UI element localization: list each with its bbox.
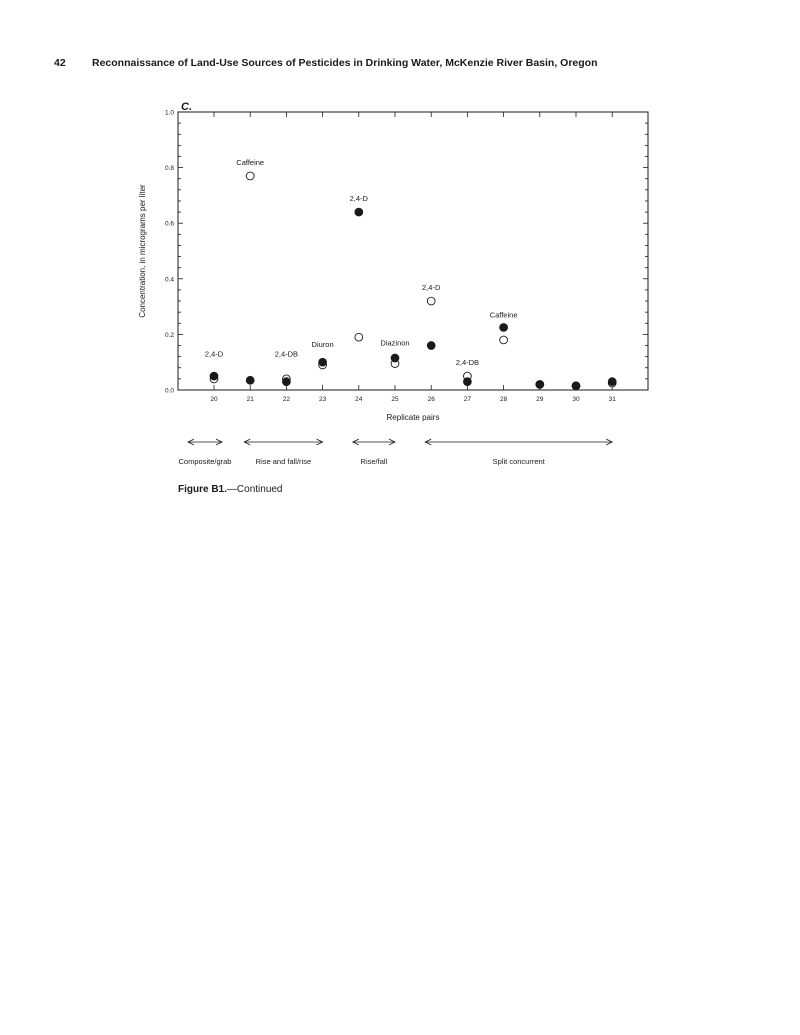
annotation-label: 2,4-D [349, 193, 368, 203]
y-axis-label: Concentration, in micrograms per liter [138, 184, 147, 318]
y-tick-label: 0.8 [164, 165, 174, 173]
group-label: Composite/grab [178, 457, 232, 466]
group-label: Split concurrent [492, 457, 545, 466]
page-number: 42 [54, 57, 66, 69]
plot-frame [178, 112, 648, 390]
filled-marker [608, 378, 616, 386]
running-title: Reconnaissance of Land-Use Sources of Pesticides in Drinking Water, McKenzie River Basin, Oregon [92, 57, 598, 69]
filled-marker [246, 376, 254, 384]
x-tick-label: 29 [536, 396, 544, 403]
annotation-label: Caffeine [236, 157, 265, 167]
annotation-label: 2,4-D [204, 349, 224, 359]
figure-caption [178, 484, 283, 495]
x-tick-label: 21 [246, 396, 254, 403]
open-marker [246, 172, 254, 180]
figure-caption-text: —Continued [226, 484, 283, 495]
scatter-chart [0, 0, 800, 480]
annotation-label: 2,4-DB [274, 349, 299, 359]
filled-marker [572, 382, 580, 390]
open-marker [427, 297, 435, 305]
group-label: Rise and fall/rise [255, 457, 312, 466]
filled-marker [500, 324, 508, 332]
filled-marker [536, 381, 544, 389]
y-tick-label: 0.0 [164, 387, 174, 395]
x-tick-label: 26 [427, 396, 435, 403]
x-tick-label: 22 [282, 396, 291, 403]
filled-marker [464, 378, 472, 386]
x-tick-label: 31 [608, 396, 616, 403]
y-tick-label: 1.0 [164, 109, 174, 117]
filled-marker [355, 208, 363, 216]
annotation-label: Diuron [311, 339, 334, 349]
x-tick-label: 25 [391, 396, 399, 403]
filled-marker [283, 378, 291, 386]
x-axis-label: Replicate pairs [386, 413, 440, 422]
group-label: Rise/fall [360, 457, 388, 466]
open-marker [500, 336, 508, 344]
x-tick-label: 24 [355, 396, 363, 403]
filled-marker [427, 342, 435, 350]
annotation-label: 2,4-D [422, 282, 441, 292]
filled-marker [391, 354, 399, 362]
y-tick-label: 0.2 [164, 331, 174, 339]
x-tick-label: 23 [318, 396, 327, 403]
filled-marker [319, 358, 327, 366]
x-tick-label: 30 [572, 396, 580, 403]
x-tick-label: 20 [210, 396, 218, 403]
open-marker [355, 333, 363, 341]
filled-marker [210, 372, 218, 380]
figure-caption-label: Figure B1. [178, 484, 227, 495]
panel-label: C. [181, 101, 192, 113]
annotation-label: 2,4-DB [455, 357, 480, 367]
x-tick-label: 27 [463, 396, 472, 403]
y-tick-label: 0.4 [164, 276, 174, 284]
annotation-label: Caffeine [489, 310, 518, 320]
y-tick-label: 0.6 [164, 220, 174, 228]
annotation-label: Diazinon [380, 338, 410, 348]
x-tick-label: 28 [499, 396, 508, 403]
